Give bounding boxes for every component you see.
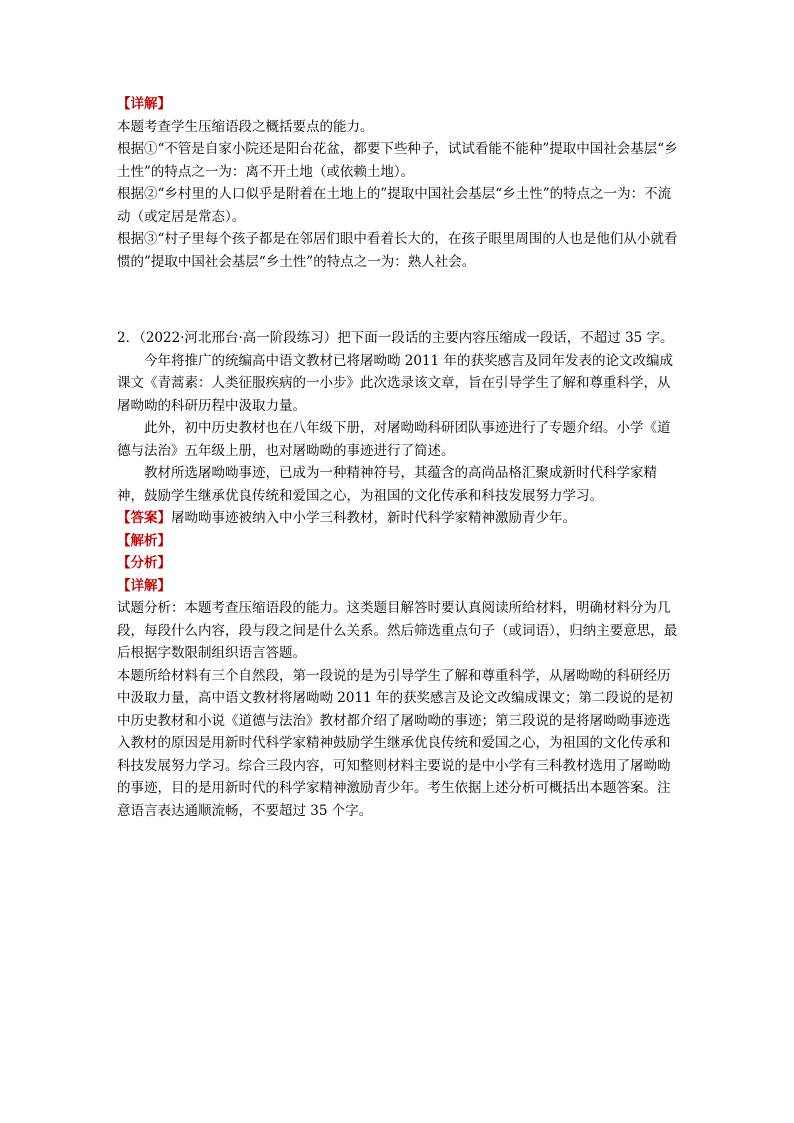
analysis-tag: 【解析】	[117, 532, 171, 549]
answer-tag: 【答案】	[117, 510, 171, 526]
explanation-2: 本题所给材料有三个自然段，第一段说的是为引导学生了解和尊重科学，从屠呦呦的科研经历中汲取力量，高中语文教材将屠呦呦 2011 年的获奖感言及论文改编成课文；第二段说的是初中历史教材和小说《道德与法治》教材都介绍了屠呦呦的事迹；第三段说的是将屠呦呦事迹选入教材的原因是用新时代科学家精神鼓励学生继承优良传统和爱国之心，为祖国的文化传承和科技发展努力学习。综合三段内容，可知整则材料主要说的是中小学有三科教材选用了屠呦呦的事迹，目的是用新时代的科学家精神激励青少年。考生依据上述分析可概括出本题答案。注意语言表达通顺流畅，不要超过 35 个字。	[117, 667, 673, 819]
question-2-paragraph-1: 今年将推广的统编高中语文教材已将屠呦呦 2011 年的获奖感言及同年发表的论文改编成课文《青蒿素：人类征服疾病的一小步》此次选录该文章，旨在引导学生了解和尊重科学，从屠呦呦的科研历程中汲取力量。	[117, 352, 673, 414]
fenxi-tag: 【分析】	[117, 555, 171, 571]
detail-heading	[117, 93, 679, 116]
detail-point-2: 根据②“乡村里的人口似乎是附着在土地上的”提取中国社会基层“乡土性”的特点之一为：不流动（或定居是常态）。	[117, 186, 672, 225]
explanation-1: 试题分析：本题考查压缩语段的能力。这类题目解答时要认真阅读所给材料，明确材料分为几段，每段什么内容，段与段之间是什么关系。然后筛选重点句子（或词语），归纳主要意思，最后根据字数限制组织语言答题。	[117, 600, 678, 661]
section-gap	[117, 273, 679, 318]
fenxi-heading	[117, 552, 679, 575]
analysis-heading	[117, 530, 679, 553]
detail-point-1: 根据①“不管是自家小院还是阳台花盆，都要下些种子，试试看能不能种”提取中国社会基层“乡土性”的特点之一为：离不开土地（或依赖土地）。	[117, 141, 678, 180]
answer-line	[117, 507, 679, 530]
detail-heading-2	[117, 575, 679, 598]
answer-text: 屠呦呦事迹被纳入中小学三科教材，新时代科学家精神激励青少年。	[171, 510, 576, 526]
question-2-stem: 2．（2022·河北邢台·高一阶段练习）把下面一段话的主要内容压缩成一段话，不超过 35 字。	[117, 330, 674, 346]
detail-point-3: 根据③“村子里每个孩子都是在邻居们眼中看着长大的，在孩子眼里周围的人也是他们从小就看惯的”提取中国社会基层“乡土性”的特点之一为：熟人社会。	[117, 231, 678, 270]
question-2-paragraph-3: 教材所选屠呦呦事迹，已成为一种精神符号，其蕴含的高尚品格汇聚成新时代科学家精神，鼓励学生继承优良传统和爱国之心，为祖国的文化传承和科技发展努力学习。	[117, 465, 657, 504]
detail-tag: 【详解】	[117, 96, 171, 112]
detail-tag-2: 【详解】	[117, 577, 171, 594]
detail-intro: 本题考查学生压缩语段之概括要点的能力。	[117, 118, 374, 135]
question-2-paragraph-2: 此外，初中历史教材也在八年级下册，对屠呦呦科研团队事迹进行了专题介绍。小学《道德与法治》五年级上册，也对屠呦呦的事迹进行了简述。	[117, 420, 671, 459]
document-page	[117, 93, 679, 822]
